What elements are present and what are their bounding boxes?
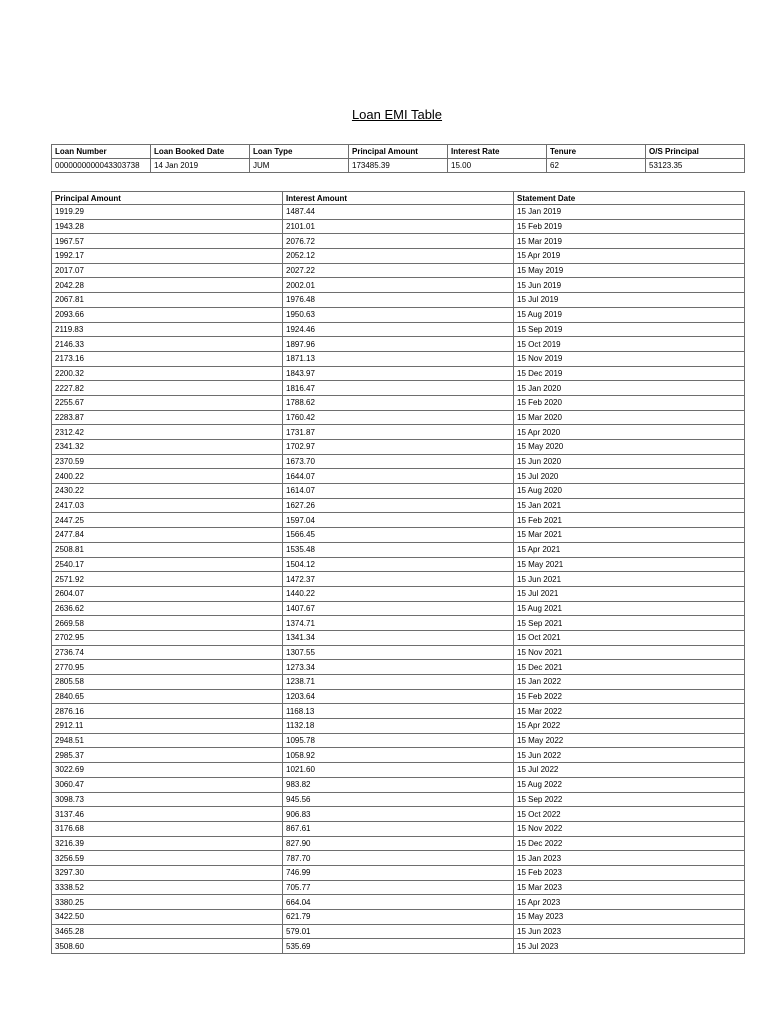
interest-amount-cell: 1976.48	[283, 293, 514, 308]
interest-rate-value: 15.00	[448, 159, 547, 173]
interest-amount-cell: 1307.55	[283, 645, 514, 660]
interest-amount-cell: 787.70	[283, 851, 514, 866]
principal-amount-cell: 2417.03	[52, 498, 283, 513]
interest-amount-cell: 2052.12	[283, 249, 514, 264]
principal-amount-cell: 2067.81	[52, 293, 283, 308]
interest-amount-cell: 1673.70	[283, 454, 514, 469]
principal-amount-cell: 2312.42	[52, 425, 283, 440]
interest-amount-cell: 1702.97	[283, 440, 514, 455]
table-row	[52, 660, 745, 675]
statement-date-cell: 15 May 2019	[514, 263, 745, 278]
principal-amount-cell: 2805.58	[52, 675, 283, 690]
statement-date-cell: 15 Jul 2023	[514, 939, 745, 954]
principal-amount-cell: 3022.69	[52, 763, 283, 778]
principal-amount-cell: 2146.33	[52, 337, 283, 352]
table-row	[52, 469, 745, 484]
table-row	[52, 293, 745, 308]
table-row	[52, 748, 745, 763]
statement-date-cell: 15 Mar 2023	[514, 880, 745, 895]
table-row	[52, 763, 745, 778]
principal-amount-cell: 2948.51	[52, 733, 283, 748]
principal-amount-cell: 2985.37	[52, 748, 283, 763]
principal-amount-cell: 2540.17	[52, 557, 283, 572]
interest-amount-cell: 1374.71	[283, 616, 514, 631]
statement-date-cell: 15 Aug 2019	[514, 307, 745, 322]
interest-amount-cell: 827.90	[283, 836, 514, 851]
interest-amount-cell: 579.01	[283, 924, 514, 939]
page-title: Loan EMI Table	[351, 107, 443, 122]
principal-amount-column-header: Principal Amount	[52, 192, 283, 205]
interest-amount-cell: 1816.47	[283, 381, 514, 396]
interest-amount-cell: 1238.71	[283, 675, 514, 690]
loan-type-header: Loan Type	[250, 145, 349, 159]
table-row	[52, 351, 745, 366]
statement-date-cell: 15 Aug 2020	[514, 484, 745, 499]
interest-amount-cell: 1597.04	[283, 513, 514, 528]
table-row	[52, 513, 745, 528]
principal-amount-cell: 2430.22	[52, 484, 283, 499]
interest-amount-cell: 1843.97	[283, 366, 514, 381]
table-row	[52, 307, 745, 322]
loan-number-value: 0000000000043303738	[52, 159, 151, 173]
table-row	[52, 939, 745, 954]
table-row	[52, 366, 745, 381]
table-row	[52, 645, 745, 660]
principal-amount-cell: 2283.87	[52, 410, 283, 425]
interest-amount-cell: 983.82	[283, 777, 514, 792]
interest-amount-cell: 1168.13	[283, 704, 514, 719]
principal-amount-cell: 2636.62	[52, 601, 283, 616]
statement-date-cell: 15 Oct 2022	[514, 807, 745, 822]
table-row	[52, 924, 745, 939]
principal-amount-cell: 2017.07	[52, 263, 283, 278]
principal-amount-cell: 2876.16	[52, 704, 283, 719]
interest-amount-cell: 1535.48	[283, 542, 514, 557]
interest-amount-cell: 1897.96	[283, 337, 514, 352]
statement-date-cell: 15 Jun 2023	[514, 924, 745, 939]
statement-date-cell: 15 Apr 2021	[514, 542, 745, 557]
statement-date-cell: 15 Sep 2019	[514, 322, 745, 337]
table-row	[52, 498, 745, 513]
interest-amount-cell: 1627.26	[283, 498, 514, 513]
principal-amount-cell: 2477.84	[52, 528, 283, 543]
interest-amount-column-header: Interest Amount	[283, 192, 514, 205]
statement-date-cell: 15 Jan 2022	[514, 675, 745, 690]
statement-date-cell: 15 Oct 2021	[514, 630, 745, 645]
principal-amount-cell: 2200.32	[52, 366, 283, 381]
principal-amount-cell: 2736.74	[52, 645, 283, 660]
table-row	[52, 910, 745, 925]
table-row	[52, 381, 745, 396]
loan-booked-date-value: 14 Jan 2019	[151, 159, 250, 173]
table-row	[52, 454, 745, 469]
interest-amount-cell: 535.69	[283, 939, 514, 954]
principal-amount-cell: 3465.28	[52, 924, 283, 939]
interest-amount-cell: 906.83	[283, 807, 514, 822]
principal-amount-cell: 2400.22	[52, 469, 283, 484]
principal-amount-cell: 2571.92	[52, 572, 283, 587]
principal-amount-cell: 3176.68	[52, 821, 283, 836]
statement-date-cell: 15 Nov 2019	[514, 351, 745, 366]
principal-amount-cell: 2255.67	[52, 395, 283, 410]
statement-date-cell: 15 Jun 2021	[514, 572, 745, 587]
interest-amount-cell: 1504.12	[283, 557, 514, 572]
interest-amount-cell: 746.99	[283, 865, 514, 880]
interest-amount-cell: 621.79	[283, 910, 514, 925]
principal-amount-cell: 2119.83	[52, 322, 283, 337]
schedule-header-row	[52, 192, 745, 205]
principal-amount-cell: 2669.58	[52, 616, 283, 631]
statement-date-cell: 15 May 2020	[514, 440, 745, 455]
interest-amount-cell: 1924.46	[283, 322, 514, 337]
statement-date-cell: 15 Jan 2020	[514, 381, 745, 396]
principal-amount-cell: 2093.66	[52, 307, 283, 322]
summary-value-row	[52, 159, 745, 173]
statement-date-cell: 15 Apr 2019	[514, 249, 745, 264]
tenure-header: Tenure	[547, 145, 646, 159]
statement-date-cell: 15 Mar 2020	[514, 410, 745, 425]
interest-amount-cell: 664.04	[283, 895, 514, 910]
interest-amount-cell: 1950.63	[283, 307, 514, 322]
table-row	[52, 807, 745, 822]
interest-amount-cell: 1407.67	[283, 601, 514, 616]
statement-date-cell: 15 Sep 2021	[514, 616, 745, 631]
table-row	[52, 440, 745, 455]
principal-amount-cell: 2042.28	[52, 278, 283, 293]
principal-amount-cell: 1919.29	[52, 205, 283, 220]
statement-date-cell: 15 May 2022	[514, 733, 745, 748]
table-row	[52, 528, 745, 543]
emi-schedule-body	[52, 205, 745, 954]
table-row	[52, 249, 745, 264]
interest-amount-cell: 1095.78	[283, 733, 514, 748]
table-row	[52, 395, 745, 410]
interest-amount-cell: 1021.60	[283, 763, 514, 778]
table-row	[52, 234, 745, 249]
interest-amount-cell: 1614.07	[283, 484, 514, 499]
interest-amount-cell: 1788.62	[283, 395, 514, 410]
interest-amount-cell: 1132.18	[283, 719, 514, 734]
table-row	[52, 322, 745, 337]
statement-date-cell: 15 Jan 2023	[514, 851, 745, 866]
table-row	[52, 425, 745, 440]
table-row	[52, 865, 745, 880]
interest-amount-cell: 2076.72	[283, 234, 514, 249]
principal-amount-cell: 1992.17	[52, 249, 283, 264]
statement-date-cell: 15 Nov 2022	[514, 821, 745, 836]
principal-amount-cell: 3422.50	[52, 910, 283, 925]
statement-date-cell: 15 Mar 2022	[514, 704, 745, 719]
statement-date-cell: 15 Jul 2022	[514, 763, 745, 778]
principal-amount-cell: 2227.82	[52, 381, 283, 396]
loan-type-value: JUM	[250, 159, 349, 173]
principal-amount-cell: 2173.16	[52, 351, 283, 366]
table-row	[52, 792, 745, 807]
loan-booked-date-header: Loan Booked Date	[151, 145, 250, 159]
interest-amount-cell: 1440.22	[283, 586, 514, 601]
principal-amount-cell: 2840.65	[52, 689, 283, 704]
statement-date-cell: 15 Feb 2021	[514, 513, 745, 528]
principal-amount-cell: 2447.25	[52, 513, 283, 528]
table-row	[52, 895, 745, 910]
principal-amount-cell: 2770.95	[52, 660, 283, 675]
table-row	[52, 263, 745, 278]
principal-amount-cell: 3338.52	[52, 880, 283, 895]
table-row	[52, 337, 745, 352]
statement-date-cell: 15 Aug 2022	[514, 777, 745, 792]
statement-date-cell: 15 May 2023	[514, 910, 745, 925]
principal-amount-cell: 1967.57	[52, 234, 283, 249]
statement-date-cell: 15 Nov 2021	[514, 645, 745, 660]
interest-amount-cell: 1273.34	[283, 660, 514, 675]
table-row	[52, 586, 745, 601]
os-principal-value: 53123.35	[646, 159, 745, 173]
table-row	[52, 777, 745, 792]
table-row	[52, 484, 745, 499]
statement-date-cell: 15 Jan 2019	[514, 205, 745, 220]
interest-amount-cell: 1644.07	[283, 469, 514, 484]
principal-amount-cell: 2604.07	[52, 586, 283, 601]
principal-amount-value: 173485.39	[349, 159, 448, 173]
table-row	[52, 278, 745, 293]
table-row	[52, 880, 745, 895]
statement-date-cell: 15 Sep 2022	[514, 792, 745, 807]
interest-amount-cell: 1203.64	[283, 689, 514, 704]
statement-date-cell: 15 Jul 2019	[514, 293, 745, 308]
statement-date-cell: 15 Feb 2019	[514, 219, 745, 234]
summary-header-row	[52, 145, 745, 159]
principal-amount-cell: 3137.46	[52, 807, 283, 822]
principal-amount-cell: 1943.28	[52, 219, 283, 234]
interest-amount-cell: 945.56	[283, 792, 514, 807]
principal-amount-cell: 2341.32	[52, 440, 283, 455]
statement-date-cell: 15 Feb 2022	[514, 689, 745, 704]
principal-amount-cell: 3060.47	[52, 777, 283, 792]
loan-number-header: Loan Number	[52, 145, 151, 159]
statement-date-column-header: Statement Date	[514, 192, 745, 205]
interest-amount-cell: 705.77	[283, 880, 514, 895]
table-row	[52, 601, 745, 616]
statement-date-cell: 15 Mar 2019	[514, 234, 745, 249]
statement-date-cell: 15 Feb 2023	[514, 865, 745, 880]
interest-amount-cell: 1871.13	[283, 351, 514, 366]
statement-date-cell: 15 Dec 2021	[514, 660, 745, 675]
table-row	[52, 689, 745, 704]
table-row	[52, 733, 745, 748]
interest-amount-cell: 867.61	[283, 821, 514, 836]
statement-date-cell: 15 May 2021	[514, 557, 745, 572]
statement-date-cell: 15 Jul 2020	[514, 469, 745, 484]
principal-amount-cell: 3297.30	[52, 865, 283, 880]
tenure-value: 62	[547, 159, 646, 173]
principal-amount-cell: 2912.11	[52, 719, 283, 734]
interest-rate-header: Interest Rate	[448, 145, 547, 159]
loan-summary-table	[51, 144, 745, 173]
statement-date-cell: 15 Apr 2022	[514, 719, 745, 734]
table-row	[52, 572, 745, 587]
table-row	[52, 836, 745, 851]
statement-date-cell: 15 Jun 2019	[514, 278, 745, 293]
statement-date-cell: 15 Apr 2023	[514, 895, 745, 910]
statement-date-cell: 15 Aug 2021	[514, 601, 745, 616]
statement-date-cell: 15 Jun 2022	[514, 748, 745, 763]
statement-date-cell: 15 Dec 2022	[514, 836, 745, 851]
principal-amount-cell: 2508.81	[52, 542, 283, 557]
statement-date-cell: 15 Jan 2021	[514, 498, 745, 513]
os-principal-header: O/S Principal	[646, 145, 745, 159]
principal-amount-header: Principal Amount	[349, 145, 448, 159]
principal-amount-cell: 2370.59	[52, 454, 283, 469]
table-row	[52, 616, 745, 631]
interest-amount-cell: 1731.87	[283, 425, 514, 440]
statement-date-cell: 15 Dec 2019	[514, 366, 745, 381]
table-row	[52, 630, 745, 645]
statement-date-cell: 15 Oct 2019	[514, 337, 745, 352]
interest-amount-cell: 1472.37	[283, 572, 514, 587]
interest-amount-cell: 2101.01	[283, 219, 514, 234]
statement-date-cell: 15 Jul 2021	[514, 586, 745, 601]
principal-amount-cell: 3256.59	[52, 851, 283, 866]
table-row	[52, 675, 745, 690]
table-row	[52, 821, 745, 836]
table-row	[52, 542, 745, 557]
emi-schedule-table	[51, 191, 745, 954]
principal-amount-cell: 2702.95	[52, 630, 283, 645]
statement-date-cell: 15 Mar 2021	[514, 528, 745, 543]
statement-date-cell: 15 Feb 2020	[514, 395, 745, 410]
principal-amount-cell: 3380.25	[52, 895, 283, 910]
statement-date-cell: 15 Jun 2020	[514, 454, 745, 469]
interest-amount-cell: 1487.44	[283, 205, 514, 220]
table-row	[52, 410, 745, 425]
table-row	[52, 557, 745, 572]
principal-amount-cell: 3508.60	[52, 939, 283, 954]
interest-amount-cell: 1566.45	[283, 528, 514, 543]
table-row	[52, 219, 745, 234]
table-row	[52, 851, 745, 866]
statement-date-cell: 15 Apr 2020	[514, 425, 745, 440]
interest-amount-cell: 2002.01	[283, 278, 514, 293]
interest-amount-cell: 2027.22	[283, 263, 514, 278]
interest-amount-cell: 1341.34	[283, 630, 514, 645]
principal-amount-cell: 3098.73	[52, 792, 283, 807]
table-row	[52, 205, 745, 220]
interest-amount-cell: 1760.42	[283, 410, 514, 425]
table-row	[52, 704, 745, 719]
principal-amount-cell: 3216.39	[52, 836, 283, 851]
interest-amount-cell: 1058.92	[283, 748, 514, 763]
table-row	[52, 719, 745, 734]
